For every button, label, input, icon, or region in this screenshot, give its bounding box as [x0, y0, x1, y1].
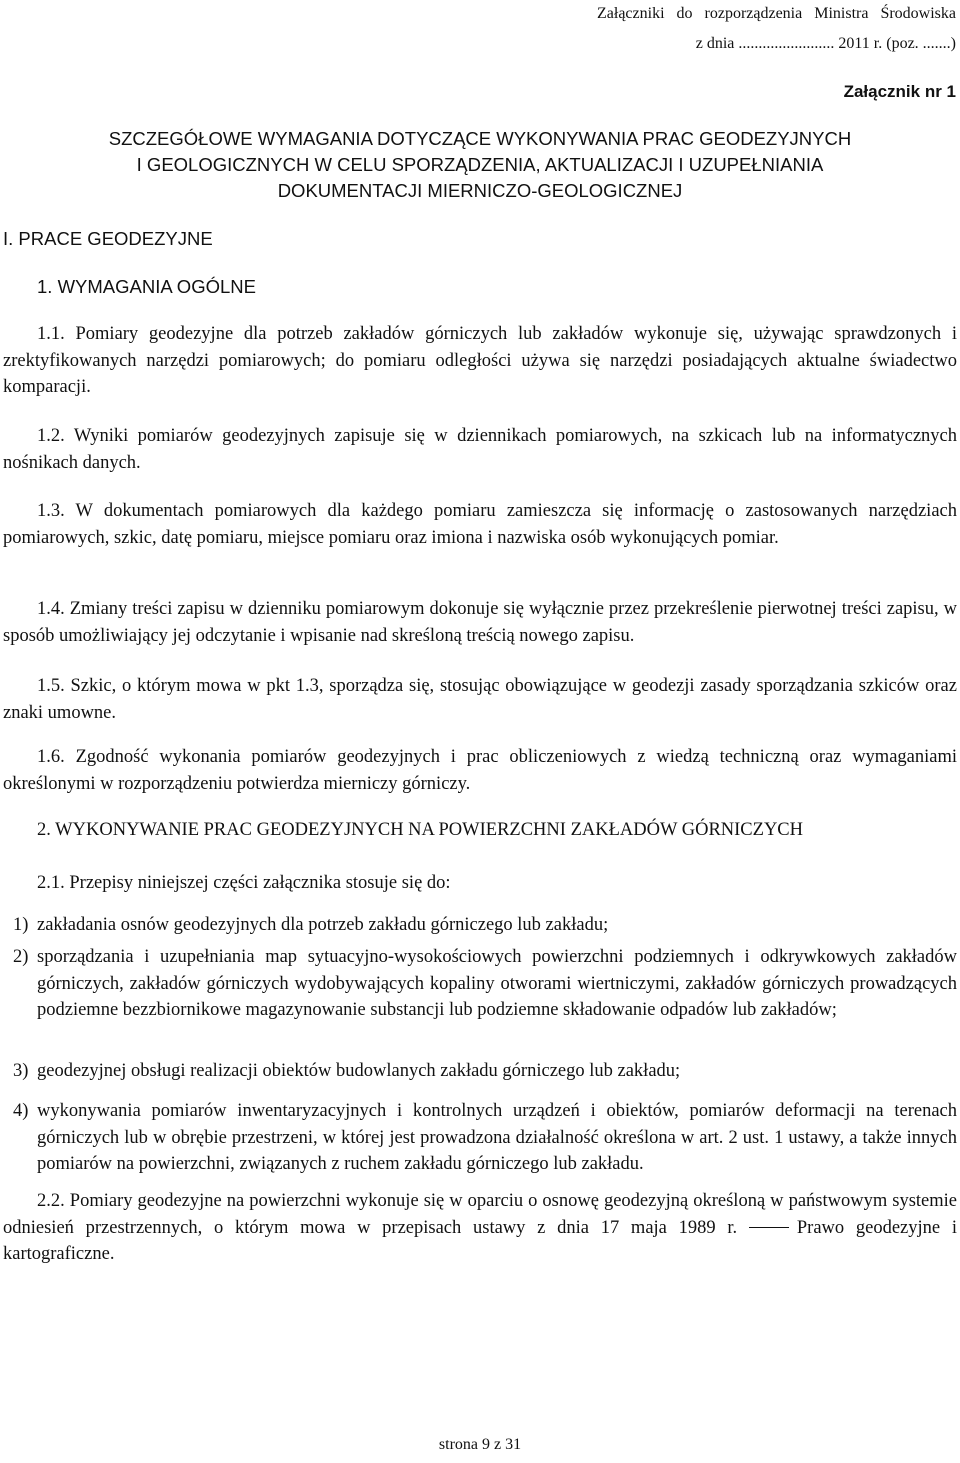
- list-item-text: zakładania osnów geodezyjnych dla potrzeb zakładu górniczego lub zakładu;: [37, 915, 609, 935]
- title-line-3: DOKUMENTACJI MIERNICZO-GEOLOGICZNEJ: [277, 180, 683, 201]
- paragraph-1-1: 1.1. Pomiary geodezyjne dla potrzeb zakładów górniczych lub zakładów wykonuje się, używając sprawdzonych i zrektyfikowanych narzędzi pomiarowych; do pomiaru odległości używa się narzędzi posiadających aktualne świadectwo komparacji.: [3, 324, 957, 398]
- document-title: [0, 126, 960, 204]
- paragraph-1-2: 1.2. Wyniki pomiarów geodezyjnych zapisuje się w dziennikach pomiarowych, na szkicach lub na informatycznych nośnikach danych.: [3, 426, 957, 473]
- paragraph-2-1: 2.1. Przepisy niniejszej części załącznika stosuje się do:: [37, 873, 451, 893]
- list-item: [3, 912, 957, 939]
- list-item-number: 2): [13, 947, 29, 967]
- paragraph-1-6: 1.6. Zgodność wykonania pomiarów geodezyjnych i prac obliczeniowych z wiedzą techniczną oraz wymaganiami określonymi w rozporządzeniu potwierdza mierniczy górniczy.: [3, 747, 957, 794]
- paragraph-2-2-text: 2.2. Pomiary geodezyjne na powierzchni wykonuje się w oparciu o osnowę geodezyjną określoną w państwowym systemie odniesień przestrzennych, o którym mowa w przepisach ustawy z dnia 17 maja 1989 r.: [3, 1191, 957, 1238]
- list-item: [3, 944, 957, 1024]
- paragraph-2-2: [3, 1188, 957, 1268]
- subsection-heading-2: 2. WYKONYWANIE PRAC GEODEZYJNYCH NA POWIERZCHNI ZAKŁADÓW GÓRNICZYCH: [37, 820, 803, 840]
- paragraph-1-5: 1.5. Szkic, o którym mowa w pkt 1.3, sporządza się, stosując obowiązujące w geodezji zasady sporządzania szkiców oraz znaki umowne.: [3, 676, 957, 723]
- subsection-heading-1: 1. WYMAGANIA OGÓLNE: [37, 276, 256, 297]
- title-line-2: I GEOLOGICZNYCH W CELU SPORZĄDZENIA, AKTUALIZACJI I UZUPEŁNIANIA: [136, 154, 824, 175]
- title-line-1: SZCZEGÓŁOWE WYMAGANIA DOTYCZĄCE WYKONYWANIA PRAC GEODEZYJNYCH: [108, 128, 852, 149]
- annex-label: Załącznik nr 1: [843, 82, 956, 101]
- paragraph-1-3: 1.3. W dokumentach pomiarowych dla każdego pomiaru zamieszcza się informację o zastosowanych narzędziach pomiarowych, szkic, datę pomiaru, miejsce pomiaru oraz imiona i nazwiska osób wykonujących pomiar.: [3, 501, 957, 548]
- header-regulation-line: Załączniki do rozporządzenia Ministra Środowiska: [597, 5, 956, 22]
- section-heading: I. PRACE GEODEZYJNE: [3, 228, 213, 249]
- list-item-text: geodezyjnej obsługi realizacji obiektów budowlanych zakładu górniczego lub zakładu;: [37, 1061, 681, 1081]
- paragraph-1-4: 1.4. Zmiany treści zapisu w dzienniku pomiarowym dokonuje się wyłącznie przez przekreślenie pierwotnej treści zapisu, w sposób umożliwiający jej odczytanie i wpisanie nad skreśloną treścią nowego zapisu.: [3, 599, 957, 646]
- list-item-number: 4): [13, 1101, 29, 1121]
- list-item-text: sporządzania i uzupełniania map sytuacyjno-wysokościowych powierzchni podziemnych i odkrywkowych zakładów górniczych, zakładów górniczych wydobywających kopaliny otworami wiertniczymi, zakładów górniczych prowadzących podziemne bezzbiornikowe magazynowanie substancji lub podziemne składowanie odpadów lub zakładów;: [37, 947, 957, 1021]
- page-number: strona 9 z 31: [438, 1436, 522, 1453]
- list-item-text: wykonywania pomiarów inwentaryzacyjnych i kontrolnych urządzeń i obiektów, pomiarów deformacji na terenach górniczych lub w obrębie przestrzeni, w której jest prowadzona działalność określona w art. 2 ust. 1 ustawy, a także innych pomiarów na powierzchni, związanych z ruchem zakładu górniczego lub zakładu.: [37, 1101, 957, 1175]
- header-date-line: z dnia ........................ 2011 r. (poz. .......): [695, 35, 956, 52]
- em-dash: [749, 1227, 789, 1228]
- list-item: [3, 1058, 957, 1085]
- list-item: [3, 1098, 957, 1178]
- list-item-number: 1): [13, 915, 29, 935]
- paragraph-2-2-tail: Prawo geodezyjne i kartograficzne.: [3, 1217, 957, 1265]
- list-item-number: 3): [13, 1061, 29, 1081]
